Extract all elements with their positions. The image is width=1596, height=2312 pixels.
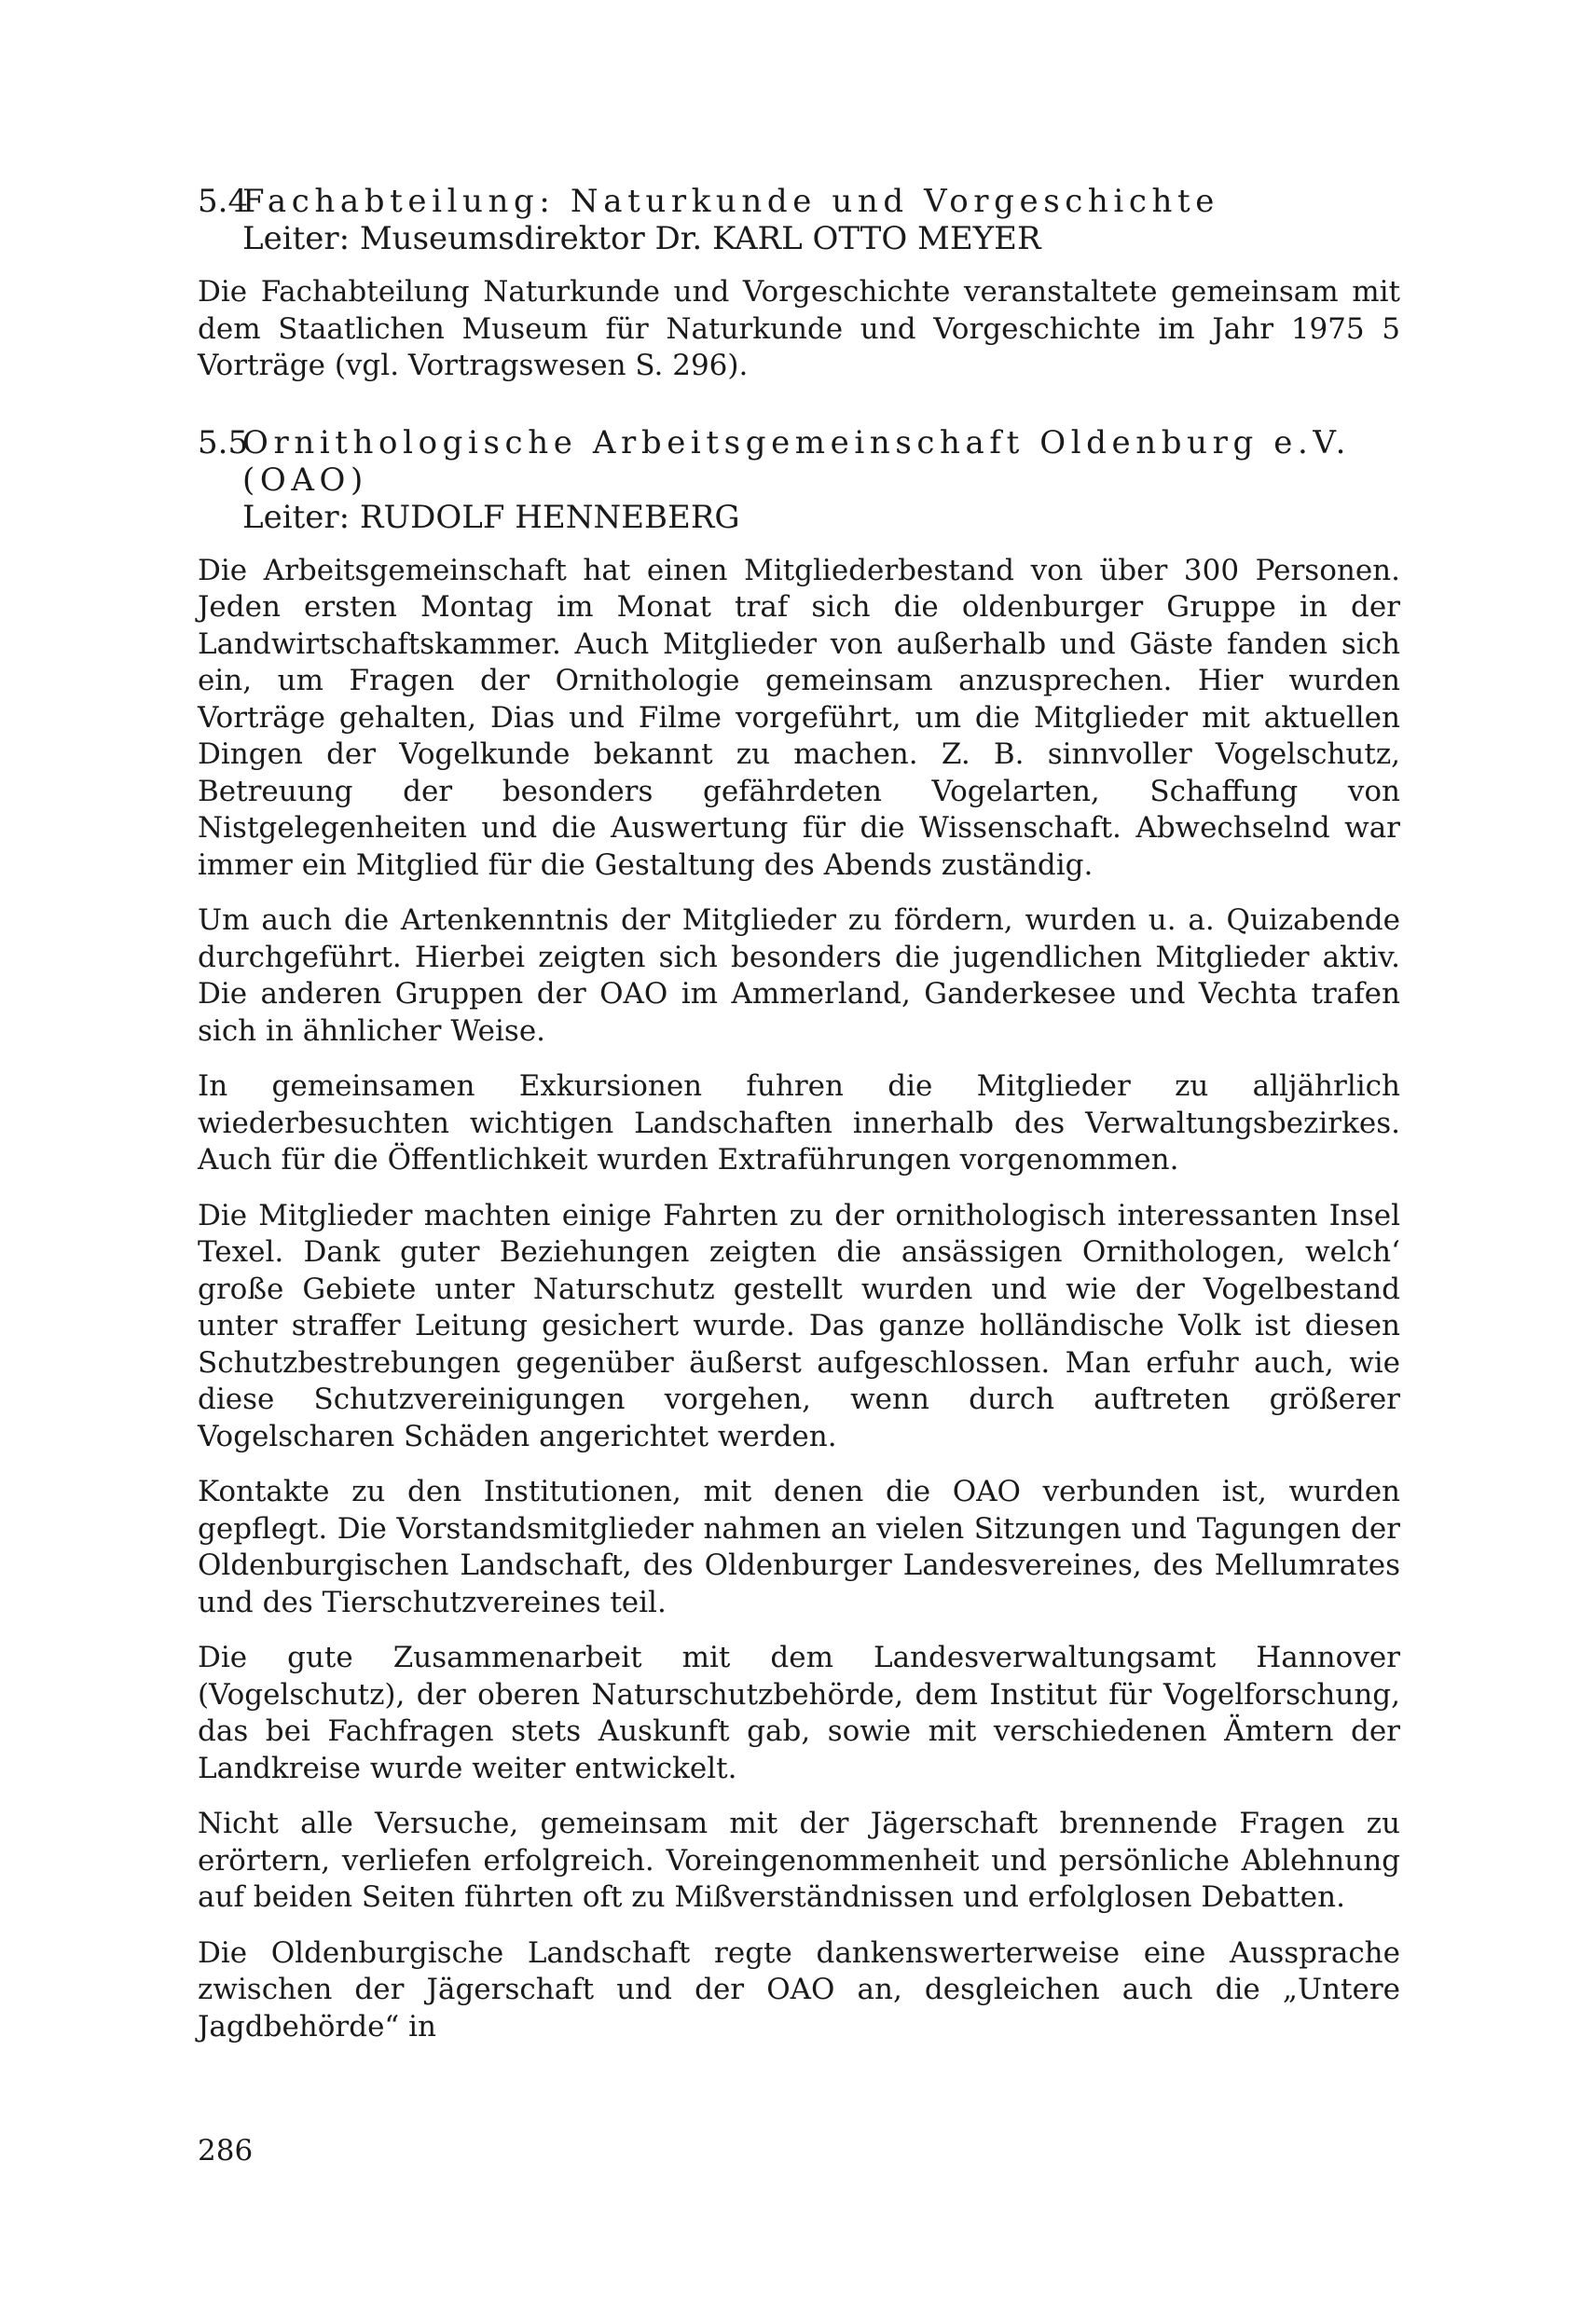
section-title-continuation: (OAO) [242, 461, 368, 499]
document-page [198, 183, 1400, 2064]
paragraph: Die Fachabteilung Naturkunde und Vorgeschichte veranstaltete gemeinsam mit dem Staatlichen Museum für Naturkunde und Vorgeschichte im Jahr 1975 5 Vorträge (vgl. Vortragswesen S. 296). [198, 275, 1400, 382]
paragraph: Die gute Zusammenarbeit mit dem Landesverwaltungsamt Hannover (Vogelschutz), der oberen Naturschutzbehörde, dem Institut für Vogelforschung, das bei Fachfragen stets Auskunft gab, sowie mit verschiedenen Ämtern der Landkreise wurde weiter entwickelt. [198, 1641, 1400, 1785]
section-heading [198, 424, 1400, 461]
section-leader: Leiter: Museumsdirektor Dr. KARL OTTO MEYER [242, 220, 1041, 257]
paragraph: Nicht alle Versuche, gemeinsam mit der Jägerschaft brennende Fragen zu erörtern, verliefen erfolgreich. Voreingenommenheit und persönliche Ablehnung auf beiden Seiten führten oft zu Mißverständnissen und erfolglosen Debatten. [198, 1807, 1400, 1914]
paragraph: In gemeinsamen Exkursionen fuhren die Mitglieder zu alljährlich wiederbesuchten wichtigen Landschaften innerhalb des Verwaltungsbezirkes. Auch für die Öffentlichkeit wurden Extraführungen vorgenommen. [198, 1069, 1400, 1177]
section-leader: Leiter: RUDOLF HENNEBERG [242, 498, 740, 536]
paragraph: Kontakte zu den Institutionen, mit denen die OAO verbunden ist, wurden gepflegt. Die Vorstandsmitglieder nahmen an vielen Sitzungen und Tagungen der Oldenburgischen Landschaft, des Oldenburger Landesvereines, des Mellumrates und des Tierschutzvereines teil. [198, 1475, 1400, 1619]
paragraph: Die Mitglieder machten einige Fahrten zu der ornithologisch interessanten Insel Texel. Dank guter Beziehungen zeigten die ansässigen Ornithologen, welch‘ große Gebiete unter Naturschutz gestellt wurden und wie der Vogelbestand unter straffer Leitung gesichert wurde. Das ganze holländische Volk ist diesen Schutzbestrebungen gegenüber äußerst aufgeschlossen. Man erfuhr auch, wie diese Schutzvereinigungen vorgehen, wenn durch auftreten größerer Vogelscharen Schäden angerichtet werden. [198, 1198, 1400, 1453]
page-number: 286 [198, 2134, 254, 2168]
section-number: 5.5 [198, 423, 249, 461]
paragraph: Um auch die Artenkenntnis der Mitglieder zu fördern, wurden u. a. Quizabende durchgeführt. Hierbei zeigten sich besonders die jugendlichen Mitglieder aktiv. Die anderen Gruppen der OAO im Ammerland, Ganderkesee und Vechta trafen sich in ähnlicher Weise. [198, 903, 1400, 1048]
section-number: 5.4 [198, 183, 249, 220]
section-heading [198, 183, 1400, 220]
section-title: Fachabteilung: Naturkunde und Vorgeschichte [242, 183, 1220, 220]
paragraph: Die Arbeitsgemeinschaft hat einen Mitgliederbestand von über 300 Personen. Jeden ersten Montag im Monat traf sich die oldenburger Gruppe in der Landwirtschaftskammer. Auch Mitglieder von außerhalb und Gäste fanden sich ein, um Fragen der Ornithologie gemeinsam anzusprechen. Hier wurden Vorträge gehalten, Dias und Filme vorgeführt, um die Mitglieder mit aktuellen Dingen der Vogelkunde bekannt zu machen. Z. B. sinnvoller Vogelschutz, Betreuung der besonders gefährdeten Vogelarten, Schaffung von Nistgelegenheiten und die Auswertung für die Wissenschaft. Abwechselnd war immer ein Mitglied für die Gestaltung des Abends zuständig. [198, 553, 1400, 882]
section-5-4 [198, 183, 1400, 385]
section-5-5 [198, 424, 1400, 2046]
section-title: Ornithologische Arbeitsgemeinschaft Oldenburg e.V. [242, 423, 1352, 461]
paragraph: Die Oldenburgische Landschaft regte dankenswerterweise eine Aussprache zwischen der Jägerschaft und der OAO an, desgleichen auch die „Untere Jagdbehörde“ in [198, 1935, 1400, 2044]
